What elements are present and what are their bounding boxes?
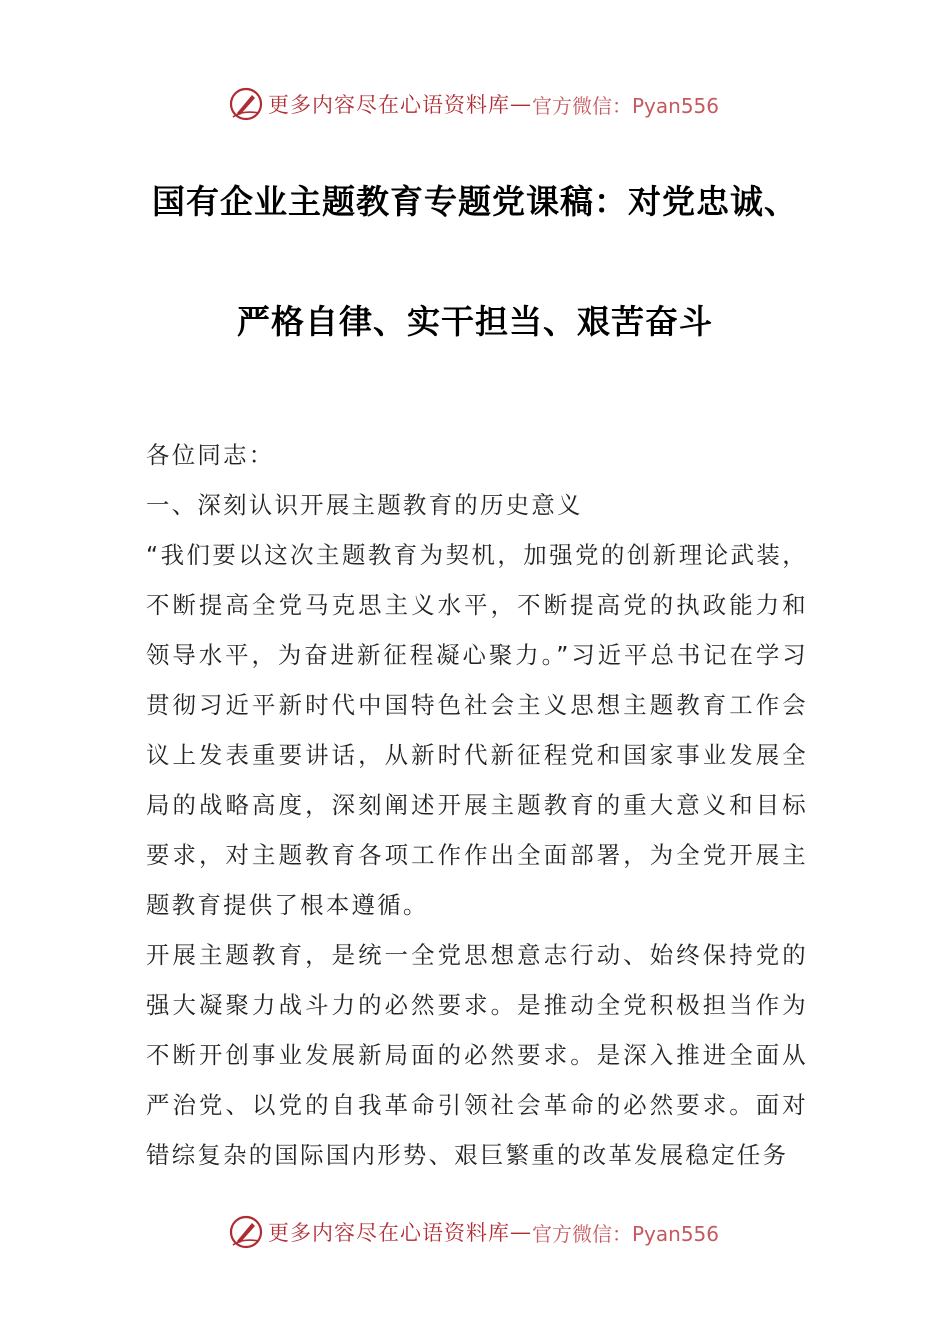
footer-watermark	[228, 1210, 748, 1254]
watermark-site-text: 更多内容尽在心语资料库	[268, 93, 510, 117]
watermark-separator: —	[510, 92, 532, 116]
pen-logo-icon	[228, 1214, 264, 1250]
pen-logo-icon	[228, 86, 264, 122]
document-title-line-2: 严格自律、实干担当、艰苦奋斗	[237, 302, 713, 341]
watermark-wechat-text: 官方微信：Pyan556	[532, 1221, 720, 1246]
document-title-line-1: 国有企业主题教育专题党课稿：对党忠诚、	[152, 182, 798, 221]
paragraph: 开展主题教育，是统一全党思想意志行动、始终保持党的强大凝聚力战斗力的必然要求。是推动全党积极担当作为不断开创事业发展新局面的必然要求。是深入推进全面从严治党、以党的自我革命引领社会革命的必然要求。面对错综复杂的国际国内形势、艰巨繁重的改革发展稳定任务	[146, 941, 808, 1169]
section-heading: 一、深刻认识开展主题教育的历史意义	[146, 491, 583, 519]
watermark-separator: —	[510, 1220, 532, 1244]
watermark-wechat-text: 官方微信：Pyan556	[532, 93, 720, 118]
watermark-site-text: 更多内容尽在心语资料库	[268, 1221, 510, 1245]
document-body	[146, 430, 808, 1180]
header-watermark	[228, 82, 748, 126]
salutation: 各位同志：	[146, 441, 275, 469]
paragraph: “我们要以这次主题教育为契机，加强党的创新理论武装，不断提高全党马克思主义水平，不断提高党的执政能力和领导水平，为奋进新征程凝心聚力。”习近平总书记在学习贯彻习近平新时代中国特色社会主义思想主题教育工作会议上发表重要讲话，从新时代新征程党和国家事业发展全局的战略高度，深刻阐述开展主题教育的重大意义和目标要求，对主题教育各项工作作出全面部署，为全党开展主题教育提供了根本遵循。	[146, 541, 808, 919]
